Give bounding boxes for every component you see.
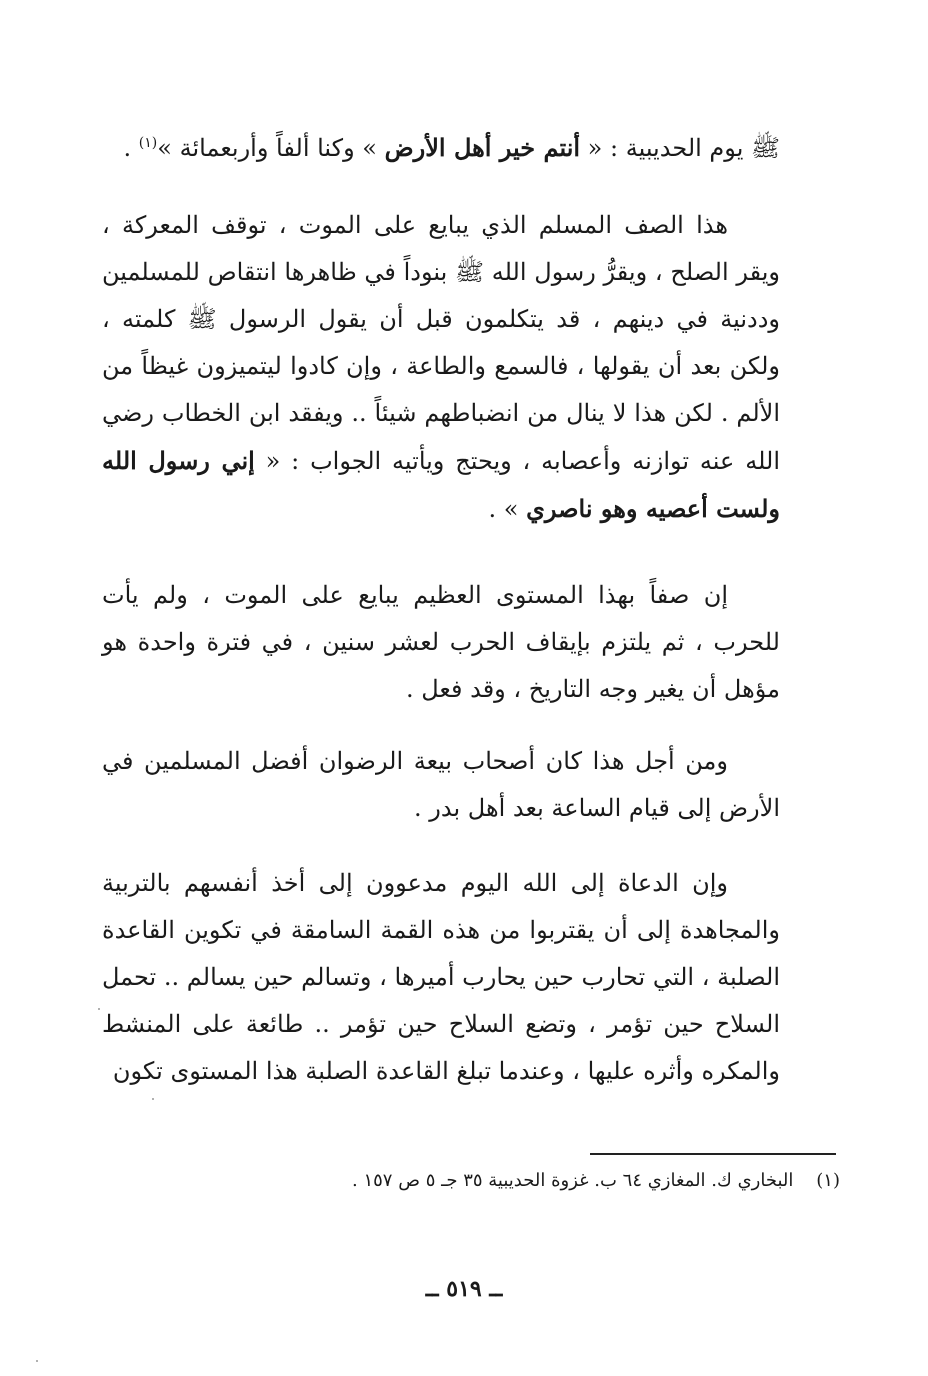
paragraph-4 (102, 860, 780, 1095)
footnote-marker-ref[interactable]: (١) (138, 135, 158, 151)
paragraph-3 (102, 738, 780, 832)
paragraph-1-text: هذا الصف المسلم الذي يبايع على الموت ، توقف المعركة ، ويقر الصلح ، ويقرُّ رسول الله ﷺ بنوداً في ظاهرها انتقاص للمسلمين وددنية في دينهم ، قد يتكلمون قبل أن يقول الرسول ﷺ كلمته ، ولكن بعد أن يقولها ، فالسمع والطاعة ، وإن كادوا ليتميزون غيظاً من الألم . لكن هذا لا ينال من انضباطهم شيئاً .. ويفقد ابن الخطاب رضي الله عنه توازنه وأعصابه ، ويحتج ويأتيه الجواب : « (102, 211, 780, 475)
paragraph-4-text: وإن الدعاة إلى الله اليوم مدعوون إلى أخذ أنفسهم بالتربية والمجاهدة إلى أن يقتربوا من هذه القمة السامقة في تكوين القاعدة الصلبة ، التي تحارب حين يحارب أميرها ، وتسالم حين يسالم .. تحمل السلاح حين تؤمر ، وتضع السلاح حين تؤمر .. طائعة على المنشط والمكره وأثره عليها ، وعندما تبلغ القاعدة الصلبة هذا المستوى تكون (102, 869, 780, 1085)
footnote-divider (590, 1153, 836, 1155)
paragraph-3-text: ومن أجل هذا كان أصحاب بيعة الرضوان أفضل المسلمين في الأرض إلى قيام الساعة بعد أهل بدر . (102, 747, 780, 822)
paragraph-1-quote: إني رسول الله ولست أعصيه وهو ناصري (102, 446, 780, 523)
opening-line-quote: أنتم خير أهل الأرض (384, 133, 581, 162)
opening-line-suffix: » وكنا ألفاً وأربعمائة » (157, 134, 385, 162)
footnote-marker: (١) (816, 1170, 840, 1191)
page-number: ــ ٥١٩ ــ (425, 1276, 503, 1302)
opening-line-end: . (123, 134, 139, 162)
paragraph-1-end: » . (488, 495, 527, 523)
opening-line (102, 124, 780, 172)
footnote-text: البخاري ك. المغازي ٦٤ ب. غزوة الحديبية ٣٥ جـ ٥ ص ١٥٧ . (352, 1170, 794, 1191)
footnote (100, 1166, 840, 1196)
scan-speck (98, 1008, 100, 1010)
paragraph-2-text: إن صفاً بهذا المستوى العظيم يبايع على الموت ، ولم يأت للحرب ، ثم يلتزم بإيقاف الحرب لعشر سنين ، في فترة واحدة هو مؤهل أن يغير وجه التاريخ ، وقد فعل . (102, 581, 780, 703)
scan-speck (36, 1360, 38, 1362)
paragraph-2 (102, 572, 780, 713)
scan-speck (152, 1098, 154, 1100)
paragraph-1 (102, 202, 780, 533)
opening-line-prefix: ﷺ يوم الحديبية : « (580, 134, 780, 162)
